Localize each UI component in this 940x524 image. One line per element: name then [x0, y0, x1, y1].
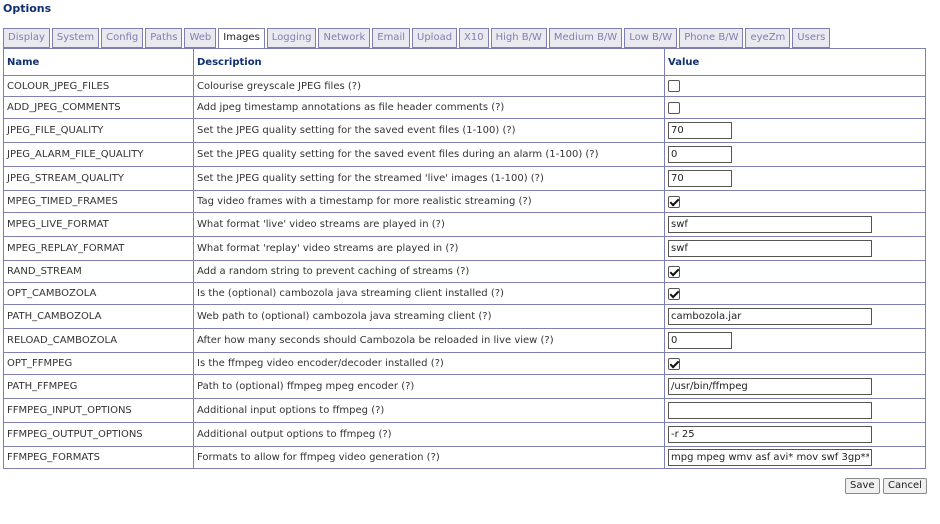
table-row [4, 167, 926, 191]
cancel-button[interactable]: Cancel [883, 478, 927, 494]
help-link[interactable]: (?) [491, 102, 505, 113]
option-name: PATH_FFMPEG [4, 375, 194, 399]
option-text-input[interactable] [668, 216, 872, 233]
option-text-input[interactable] [668, 426, 872, 443]
option-checkbox[interactable] [668, 196, 680, 208]
help-link[interactable]: (?) [445, 243, 459, 254]
option-name: FFMPEG_INPUT_OPTIONS [4, 399, 194, 423]
option-description-cell [194, 97, 665, 119]
option-text-input[interactable] [668, 378, 872, 395]
help-link[interactable]: (?) [431, 219, 445, 230]
table-row [4, 305, 926, 329]
option-name: JPEG_ALARM_FILE_QUALITY [4, 143, 194, 167]
option-value-cell [665, 375, 926, 399]
option-value-cell [665, 261, 926, 283]
option-description: Web path to (optional) cambozola java streaming client [197, 311, 476, 322]
tab-network[interactable]: Network [318, 28, 370, 48]
option-description-cell [194, 191, 665, 213]
option-description: What format 'live' video streams are played in [197, 219, 429, 230]
help-link[interactable]: (?) [490, 288, 504, 299]
option-description-cell [194, 237, 665, 261]
table-row [4, 191, 926, 213]
tab-config[interactable]: Config [101, 28, 143, 48]
tab-eyezm[interactable]: eyeZm [745, 28, 790, 48]
option-value-cell [665, 191, 926, 213]
option-checkbox[interactable] [668, 80, 680, 92]
option-description: After how many seconds should Cambozola be reloaded in live view [197, 335, 538, 346]
tab-high-b-w[interactable]: High B/W [491, 28, 547, 48]
option-name: FFMPEG_FORMATS [4, 447, 194, 469]
table-row [4, 329, 926, 353]
option-description-cell [194, 261, 665, 283]
option-value-cell [665, 167, 926, 191]
tab-images[interactable]: Images [218, 28, 265, 49]
option-name: PATH_CAMBOZOLA [4, 305, 194, 329]
option-description-cell [194, 213, 665, 237]
table-header-row [4, 49, 926, 76]
tab-paths[interactable]: Paths [145, 28, 182, 48]
table-row [4, 76, 926, 97]
page-title: Options [3, 2, 52, 15]
option-description-cell [194, 305, 665, 329]
option-description-cell [194, 423, 665, 447]
tab-low-b-w[interactable]: Low B/W [624, 28, 677, 48]
option-name: COLOUR_JPEG_FILES [4, 76, 194, 97]
option-value-cell [665, 76, 926, 97]
option-description: Tag video frames with a timestamp for more realistic streaming [197, 196, 516, 207]
option-description-cell [194, 447, 665, 469]
tab-users[interactable]: Users [792, 28, 830, 48]
option-value-cell [665, 237, 926, 261]
option-text-input[interactable] [668, 122, 732, 139]
option-description: Set the JPEG quality setting for the saved event files (1-100) [197, 125, 500, 136]
help-link[interactable]: (?) [478, 311, 492, 322]
column-header-value: Value [665, 49, 926, 76]
column-header-description: Description [194, 49, 665, 76]
option-name: JPEG_FILE_QUALITY [4, 119, 194, 143]
option-value-cell [665, 353, 926, 375]
option-description: Colourise greyscale JPEG files [197, 80, 345, 92]
option-text-input[interactable] [668, 449, 872, 466]
option-description: Additional output options to ffmpeg [197, 429, 376, 440]
tab-web[interactable]: Web [184, 28, 216, 48]
help-link[interactable]: (?) [430, 358, 444, 369]
table-row [4, 447, 926, 469]
option-name: RELOAD_CAMBOZOLA [4, 329, 194, 353]
option-value-cell [665, 213, 926, 237]
option-description: What format 'replay' video streams are played in [197, 243, 443, 254]
option-name: ADD_JPEG_COMMENTS [4, 97, 194, 119]
table-row [4, 237, 926, 261]
option-checkbox[interactable] [668, 266, 680, 278]
option-name: MPEG_LIVE_FORMAT [4, 213, 194, 237]
option-description: Set the JPEG quality setting for the saved event files during an alarm (1-100) [197, 149, 583, 160]
tab-upload[interactable]: Upload [412, 28, 457, 48]
option-description: Add a random string to prevent caching of streams [197, 266, 453, 277]
option-description-cell [194, 76, 665, 97]
option-description-cell [194, 283, 665, 305]
help-link[interactable]: (?) [518, 196, 532, 207]
option-description-cell [194, 399, 665, 423]
table-row [4, 375, 926, 399]
option-value-cell [665, 119, 926, 143]
option-description: Set the JPEG quality setting for the streamed 'live' images (1-100) [197, 173, 528, 184]
table-row [4, 423, 926, 447]
table-row [4, 261, 926, 283]
option-description-cell [194, 167, 665, 191]
option-value-cell [665, 447, 926, 469]
tab-display[interactable]: Display [3, 28, 50, 48]
help-link[interactable]: (?) [456, 266, 470, 277]
help-link[interactable]: (?) [378, 429, 392, 440]
table-row [4, 213, 926, 237]
option-text-input[interactable] [668, 308, 872, 325]
tab-x10[interactable]: X10 [459, 28, 489, 48]
table-row [4, 119, 926, 143]
help-link[interactable]: (?) [401, 381, 415, 392]
option-text-input[interactable] [668, 170, 732, 187]
save-button[interactable]: Save [845, 478, 880, 494]
help-link[interactable]: (?) [371, 405, 385, 416]
option-description: Is the (optional) cambozola java streaming client installed [197, 288, 488, 299]
help-link[interactable]: (?) [585, 149, 599, 160]
options-table [3, 48, 926, 469]
tab-logging[interactable]: Logging [267, 28, 317, 48]
option-text-input[interactable] [668, 402, 872, 419]
help-link[interactable]: (?) [426, 452, 440, 463]
table-row [4, 283, 926, 305]
option-checkbox[interactable] [668, 358, 680, 370]
option-value-cell [665, 283, 926, 305]
table-row [4, 353, 926, 375]
help-link[interactable]: (?) [347, 80, 361, 92]
option-description: Path to (optional) ffmpeg mpeg encoder [197, 381, 399, 392]
option-value-cell [665, 305, 926, 329]
option-value-cell [665, 399, 926, 423]
option-name: MPEG_REPLAY_FORMAT [4, 237, 194, 261]
option-value-cell [665, 329, 926, 353]
option-description: Is the ffmpeg video encoder/decoder installed [197, 358, 428, 369]
tab-medium-b-w[interactable]: Medium B/W [549, 28, 622, 48]
options-tab-bar [3, 28, 832, 48]
tab-system[interactable]: System [52, 28, 99, 48]
option-description-cell [194, 375, 665, 399]
tab-email[interactable]: Email [372, 28, 410, 48]
option-text-input[interactable] [668, 240, 872, 257]
option-name: RAND_STREAM [4, 261, 194, 283]
option-description: Add jpeg timestamp annotations as file header comments [197, 102, 489, 113]
option-description-cell [194, 143, 665, 167]
option-description: Formats to allow for ffmpeg video generation [197, 452, 424, 463]
tab-phone-b-w[interactable]: Phone B/W [679, 28, 743, 48]
option-text-input[interactable] [668, 332, 732, 349]
option-name: JPEG_STREAM_QUALITY [4, 167, 194, 191]
option-description: Additional input options to ffmpeg [197, 405, 368, 416]
table-row [4, 399, 926, 423]
option-name: OPT_CAMBOZOLA [4, 283, 194, 305]
column-header-name: Name [4, 49, 194, 76]
option-checkbox[interactable] [668, 102, 680, 114]
option-value-cell [665, 143, 926, 167]
option-description-cell [194, 329, 665, 353]
option-text-input[interactable] [668, 146, 732, 163]
option-description-cell [194, 353, 665, 375]
option-name: OPT_FFMPEG [4, 353, 194, 375]
option-name: MPEG_TIMED_FRAMES [4, 191, 194, 213]
table-row [4, 97, 926, 119]
option-value-cell [665, 423, 926, 447]
option-name: FFMPEG_OUTPUT_OPTIONS [4, 423, 194, 447]
help-link[interactable]: (?) [530, 173, 544, 184]
option-value-cell [665, 97, 926, 119]
option-checkbox[interactable] [668, 288, 680, 300]
help-link[interactable]: (?) [540, 335, 554, 346]
option-description-cell [194, 119, 665, 143]
table-row [4, 143, 926, 167]
help-link[interactable]: (?) [502, 125, 516, 136]
